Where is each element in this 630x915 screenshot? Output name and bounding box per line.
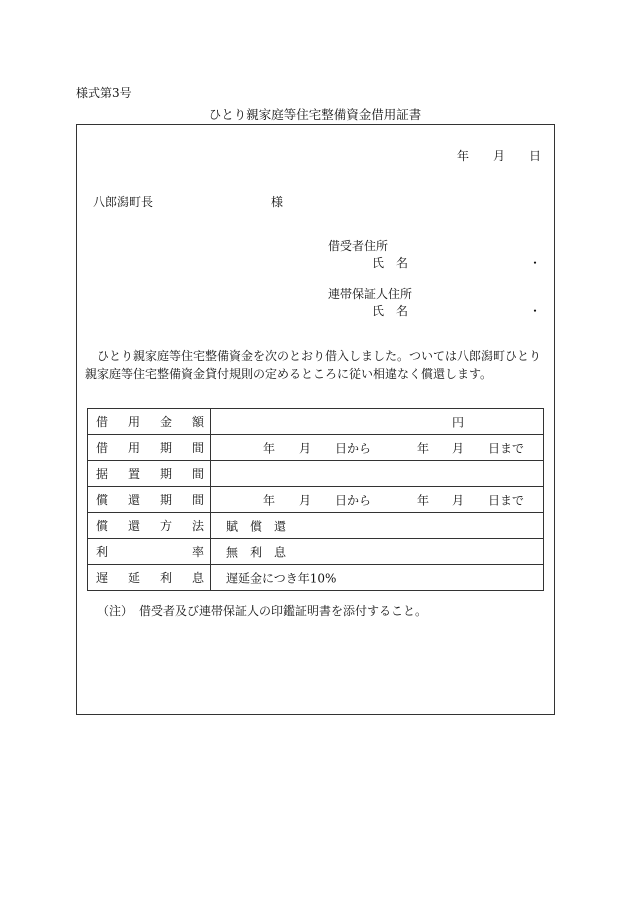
label-char: 法 xyxy=(191,519,204,533)
start-month: 月 xyxy=(299,493,312,507)
borrower-name-label: 氏 名 xyxy=(372,256,409,270)
interest-rate-cell xyxy=(211,539,544,565)
label-char: 間 xyxy=(191,493,204,507)
table-row xyxy=(88,487,544,513)
label-char: 期 xyxy=(159,467,172,481)
table-row xyxy=(88,539,544,565)
label-char: 償 xyxy=(96,519,109,533)
label-char: 延 xyxy=(127,571,140,585)
label-char: 用 xyxy=(127,441,140,455)
start-year: 年 xyxy=(263,493,276,507)
start-day: 日から xyxy=(335,493,372,507)
label-char: 間 xyxy=(191,467,204,481)
date-day-label: 日 xyxy=(529,149,542,163)
date-year-label: 年 xyxy=(457,149,470,163)
note-text: （注） 借受者及び連帯保証人の印鑑証明書を添付すること。 xyxy=(97,604,428,618)
row-label xyxy=(88,539,211,565)
label-char: 金 xyxy=(159,415,172,429)
row-label xyxy=(88,513,211,539)
guarantor-address-label: 連帯保証人住所 xyxy=(328,287,413,301)
table-row xyxy=(88,461,544,487)
repayment-method-cell xyxy=(211,513,544,539)
late-interest-value: 遅延金につき年10% xyxy=(226,571,337,585)
row-label xyxy=(88,565,211,591)
label-char: 率 xyxy=(191,545,204,559)
label-char: 据 xyxy=(96,467,109,481)
borrower-seal-mark: ・ xyxy=(529,256,542,270)
label-char: 間 xyxy=(191,441,204,455)
label-char: 利 xyxy=(96,545,109,559)
repayment-method-value: 賦 償 還 xyxy=(226,519,287,533)
label-char: 期 xyxy=(159,493,172,507)
label-char: 額 xyxy=(191,415,204,429)
label-char: 期 xyxy=(159,441,172,455)
label-char: 利 xyxy=(159,571,172,585)
deferment-period-cell xyxy=(211,461,544,487)
table-row xyxy=(88,513,544,539)
table-row xyxy=(88,409,544,435)
end-month: 月 xyxy=(452,441,465,455)
loan-details-table xyxy=(87,408,544,591)
end-year: 年 xyxy=(417,441,430,455)
certificate-frame xyxy=(76,124,555,715)
label-char: 借 xyxy=(96,415,109,429)
row-label xyxy=(88,461,211,487)
label-char: 還 xyxy=(127,519,140,533)
label-char: 用 xyxy=(127,415,140,429)
late-interest-cell xyxy=(211,565,544,591)
loan-period-cell xyxy=(211,435,544,461)
label-char: 借 xyxy=(96,441,109,455)
body-text: ひとり親家庭等住宅整備資金を次のとおり借入しました。ついては八郎潟町ひとり親家庭等住宅整備資金貸付規則の定めるところに従い相違なく償還します。 xyxy=(85,349,542,381)
start-month: 月 xyxy=(299,441,312,455)
start-year: 年 xyxy=(263,441,276,455)
date-month-label: 月 xyxy=(493,149,506,163)
label-char: 置 xyxy=(127,467,140,481)
start-day: 日から xyxy=(335,441,372,455)
yen-unit: 円 xyxy=(452,415,465,429)
row-label xyxy=(88,435,211,461)
row-label xyxy=(88,409,211,435)
label-char: 還 xyxy=(127,493,140,507)
row-label xyxy=(88,487,211,513)
label-char: 息 xyxy=(191,571,204,585)
repayment-period-cell xyxy=(211,487,544,513)
form-number: 様式第3号 xyxy=(76,86,132,100)
addressee-honorific: 様 xyxy=(271,195,284,209)
label-char: 方 xyxy=(159,519,172,533)
addressee-name: 八郎潟町長 xyxy=(93,195,154,209)
table-row xyxy=(88,565,544,591)
guarantor-seal-mark: ・ xyxy=(529,304,542,318)
interest-rate-value: 無 利 息 xyxy=(226,545,287,559)
table-row xyxy=(88,435,544,461)
end-day: 日まで xyxy=(488,493,525,507)
label-char: 遅 xyxy=(96,571,109,585)
loan-amount-cell xyxy=(211,409,544,435)
end-day: 日まで xyxy=(488,441,525,455)
end-year: 年 xyxy=(417,493,430,507)
borrower-address-label: 借受者住所 xyxy=(328,239,389,253)
guarantor-name-label: 氏 名 xyxy=(372,304,409,318)
end-month: 月 xyxy=(452,493,465,507)
label-char: 償 xyxy=(96,493,109,507)
document-title: ひとり親家庭等住宅整備資金借用証書 xyxy=(208,107,422,122)
